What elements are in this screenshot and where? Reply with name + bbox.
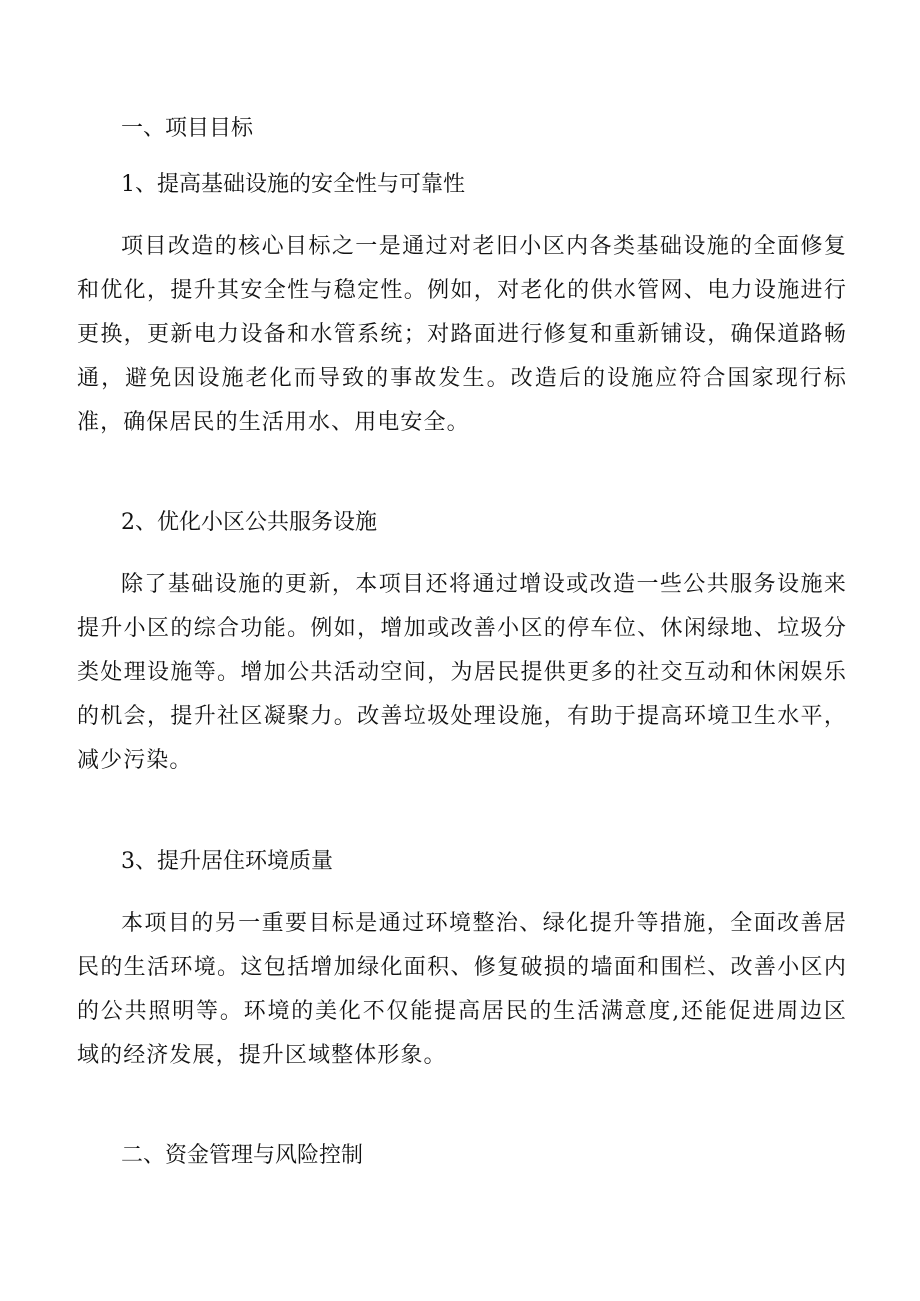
subsection-heading-living-environment: 3、提升居住环境质量	[121, 849, 333, 874]
section-title-project-goals: 一、项目目标	[121, 116, 254, 141]
section-title-fund-management: 二、资金管理与风险控制	[121, 1143, 364, 1168]
paragraph-living-environment: 本项目的另一重要目标是通过环境整治、绿化提升等措施，全面改善居民的生活环境。这包括增加绿化面积、修复破损的墙面和围栏、改善小区内的公共照明等。环境的美化不仅能提高居民的生活满意度,还能促进周边区域的经济发展，提升区域整体形象。	[77, 911, 847, 1068]
subsection-heading-infrastructure-safety: 1、提高基础设施的安全性与可靠性	[121, 172, 465, 197]
paragraph-infrastructure-safety: 项目改造的核心目标之一是通过对老旧小区内各类基础设施的全面修复和优化，提升其安全性与稳定性。例如，对老化的供水管网、电力设施进行更换，更新电力设备和水管系统；对路面进行修复和重新铺设，确保道路畅通，避免因设施老化而导致的事故发生。改造后的设施应符合国家现行标准，确保居民的生活用水、用电安全。	[77, 234, 847, 435]
subsection-heading-public-services: 2、优化小区公共服务设施	[121, 510, 377, 535]
paragraph-public-services: 除了基础设施的更新，本项目还将通过增设或改造一些公共服务设施来提升小区的综合功能。例如，增加或改善小区的停车位、休闲绿地、垃圾分类处理设施等。增加公共活动空间，为居民提供更多的社交互动和休闲娱乐的机会，提升社区凝聚力。改善垃圾处理设施，有助于提高环境卫生水平，减少污染。	[77, 572, 847, 773]
